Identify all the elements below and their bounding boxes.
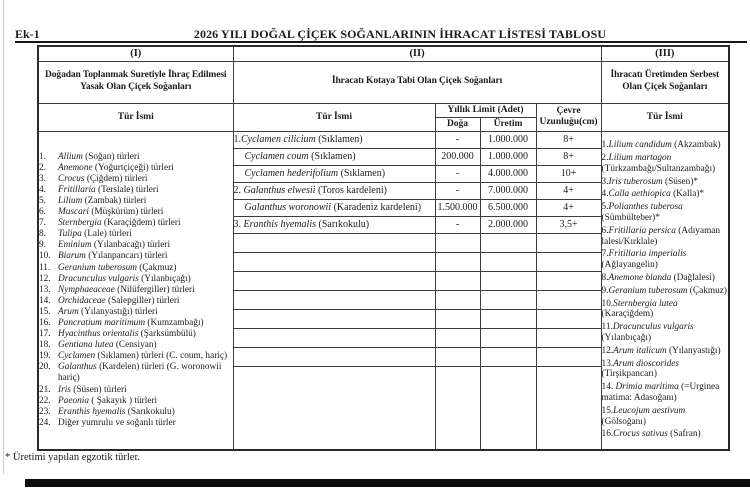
species-item: 21. Iris (Süsen) türleri bbox=[39, 384, 127, 395]
uretim-cell: 1.000.000 bbox=[480, 148, 536, 165]
species-item: 14. Orchidaceae (Salepgiller) türleri bbox=[39, 295, 180, 306]
subheader-row-1 bbox=[38, 103, 729, 117]
cevre-cell bbox=[536, 366, 601, 450]
col3-heading: İhracatı Üretimden Serbest Olan Çiçek Soğanları bbox=[601, 61, 729, 103]
doga-header: Doğa bbox=[435, 117, 480, 131]
quota-name-cell bbox=[233, 271, 435, 290]
doga-cell: - bbox=[435, 165, 480, 182]
species-item: 12.Arum italicum (Yılanyastığı) bbox=[601, 345, 721, 356]
species-item: 3. Eranthis hyemalis (Sarıkokulu) bbox=[233, 219, 370, 230]
free-species-list bbox=[601, 131, 729, 450]
cevre-cell bbox=[536, 309, 601, 328]
species-item: 13.Arum dioscorides (Tirşikpancarı) bbox=[601, 358, 680, 380]
species-item: 12. Dracunculus vulgaris (Yılanbıçağı) bbox=[39, 273, 191, 284]
banned-species-list bbox=[38, 131, 233, 450]
col3-numeral: (III) bbox=[601, 46, 729, 61]
species-item: Galanthus woronowii (Karadeniz kardeleni) bbox=[244, 202, 422, 213]
yillik-limit-header: Yıllık Limit (Adet) bbox=[435, 103, 536, 117]
cevre-cell: 4+ bbox=[536, 199, 601, 216]
quota-name-cell bbox=[233, 131, 435, 148]
doga-cell bbox=[435, 233, 480, 252]
species-item: 16.Crocus sativus (Safran) bbox=[601, 429, 701, 440]
doga-cell: 1.500.000 bbox=[435, 199, 480, 216]
quota-name-cell bbox=[233, 328, 435, 347]
species-item: 4.Calla aethiopica (Kalla)* bbox=[601, 189, 705, 200]
species-item: 1. Allium (Soğan) türleri bbox=[39, 151, 140, 162]
cevre-cell bbox=[536, 252, 601, 271]
footnote: * Üretimi yapılan egzotik türler. bbox=[5, 452, 141, 463]
cevre-cell bbox=[536, 233, 601, 252]
cevre-cell bbox=[536, 271, 601, 290]
species-item: 1.Lilium candidum (Akzambak) bbox=[601, 140, 721, 151]
table-header-rows bbox=[38, 46, 729, 131]
species-item: 2. Galanthus elwesii (Toros kardeleni) bbox=[233, 185, 387, 196]
species-item: 4. Fritillaria (Terslale) türleri bbox=[39, 184, 159, 195]
species-item: 6. Muscari (Müşkürüm) türleri bbox=[39, 207, 164, 218]
species-item: 3. Crocus (Çiğdem) türleri bbox=[39, 173, 148, 184]
uretim-cell: 2.000.000 bbox=[480, 216, 536, 233]
cevre-cell: 4+ bbox=[536, 182, 601, 199]
cevre-cell: 8+ bbox=[536, 131, 601, 148]
species-item: 10. Biarum (Yılanpancarı) türleri bbox=[39, 251, 168, 262]
quota-name-cell bbox=[233, 366, 435, 450]
species-item: 16. Pancratium maritimum (Kumzambağı) bbox=[39, 317, 204, 328]
export-list-table bbox=[37, 45, 730, 451]
quota-name-cell bbox=[233, 290, 435, 309]
doga-cell bbox=[435, 290, 480, 309]
doga-cell bbox=[435, 309, 480, 328]
species-item: 10.Sternbergia lutea (Karaçiğdem) bbox=[601, 298, 678, 320]
species-item: 17. Hyacinthus orientalis (Şarksümbülü) bbox=[39, 329, 196, 340]
uretim-cell bbox=[480, 309, 536, 328]
species-item: 11.Dracunculus vulgaris (Yılanbıçağı) bbox=[601, 322, 694, 344]
species-item: 23. Eranthis hyemalis (Sarıkokulu) bbox=[39, 406, 175, 417]
species-item: 9. Eminium (Yılanbacağı) türleri bbox=[39, 240, 171, 251]
uretim-cell: 4.000.000 bbox=[480, 165, 536, 182]
uretim-cell bbox=[480, 328, 536, 347]
quota-name-cell bbox=[233, 233, 435, 252]
species-item: 8.Anemone blanda (Dağlalesi) bbox=[601, 273, 715, 284]
species-item: 6.Fritillaria persica (Adıyaman lalesi/Kırklale) bbox=[601, 225, 721, 247]
species-item: 18. Gentiana lutea (Censiyan) bbox=[39, 340, 157, 351]
doga-cell bbox=[435, 271, 480, 290]
col2-heading: İhracatı Kotaya Tabi Olan Çiçek Soğanları bbox=[233, 61, 601, 103]
species-item: 7.Fritillaria imperialis (Ağlayangelin) bbox=[601, 249, 687, 271]
species-item: 24. Diğer yumrulu ve soğanlı türler bbox=[39, 417, 176, 428]
species-item: Cyclamen hederifolium (Sıklamen) bbox=[244, 168, 386, 179]
col1-heading: Doğadan Toplanmak Suretiyle İhraç Edilmesi Yasak Olan Çiçek Soğanları bbox=[38, 61, 233, 103]
quota-name-cell bbox=[233, 252, 435, 271]
species-item: 8. Tulipa (Lale) türleri bbox=[39, 229, 132, 240]
species-item: 9.Geranium tuberosum (Çakmuz) bbox=[601, 285, 727, 296]
species-item: 13. Nymphaeaceae (Nilüfergiller) türleri bbox=[39, 284, 195, 295]
quota-table-body bbox=[38, 131, 729, 450]
cevre-cell bbox=[536, 347, 601, 366]
doga-cell: - bbox=[435, 131, 480, 148]
species-item: 11. Geranium tuberosum (Çakmuz) bbox=[39, 262, 177, 273]
quota-name-cell bbox=[233, 165, 435, 182]
uretim-header: Üretim bbox=[480, 117, 536, 131]
doga-cell bbox=[435, 347, 480, 366]
quota-row bbox=[38, 131, 729, 148]
species-item: 3.Iris tuberosum (Süsen)* bbox=[601, 176, 699, 187]
quota-name-cell bbox=[233, 199, 435, 216]
uretim-cell: 6.500.000 bbox=[480, 199, 536, 216]
col1-tur-ismi-header: Tür İsmi bbox=[38, 103, 233, 131]
cevre-cell: 8+ bbox=[536, 148, 601, 165]
uretim-cell bbox=[480, 233, 536, 252]
species-item: 19. Cyclamen (Sıklamen) türleri (C. coum, hariç) bbox=[39, 351, 228, 362]
doga-cell: - bbox=[435, 182, 480, 199]
species-item: 7. Sternbergia (Karaçiğdem) türleri bbox=[39, 218, 181, 229]
cevre-uzunlugu-header: Çevre Uzunluğu(cm) bbox=[536, 103, 601, 131]
quota-name-cell bbox=[233, 347, 435, 366]
ek-label: Ek-1 bbox=[15, 27, 40, 41]
uretim-cell: 1.000.000 bbox=[480, 131, 536, 148]
col3-tur-ismi-header: Tür İsmi bbox=[601, 103, 729, 131]
uretim-cell bbox=[480, 252, 536, 271]
col2-tur-ismi-header: Tür İsmi bbox=[233, 103, 435, 131]
species-item: 14. Drimia maritima (=Urginea matima: Adasoğanı) bbox=[601, 382, 720, 404]
species-item: 1.Cyclamen cilicium (Sıklamen) bbox=[233, 134, 363, 145]
cevre-cell bbox=[536, 328, 601, 347]
uretim-cell bbox=[480, 271, 536, 290]
document-title: 2026 YILI DOĞAL ÇİÇEK SOĞANLARININ İHRACAT LİSTESİ TABLOSU bbox=[193, 27, 607, 41]
species-item: 2.Lilium martagon (Türkzambağı/Sultanzambağı) bbox=[601, 153, 716, 174]
doga-cell bbox=[435, 252, 480, 271]
heading-row bbox=[38, 61, 729, 103]
scan-edge-line bbox=[3, 0, 4, 474]
col2-numeral: (II) bbox=[233, 46, 601, 61]
uretim-cell bbox=[480, 347, 536, 366]
species-item: 15.Leucojum aestivum (Gölsoğanı) bbox=[601, 405, 686, 427]
cevre-cell: 10+ bbox=[536, 165, 601, 182]
uretim-cell: 7.000.000 bbox=[480, 182, 536, 199]
quota-name-cell bbox=[233, 309, 435, 328]
doga-cell: - bbox=[435, 216, 480, 233]
col1-numeral: (I) bbox=[38, 46, 233, 61]
species-item: Cyclamen coum (Sıklamen) bbox=[244, 151, 356, 162]
quota-name-cell bbox=[233, 148, 435, 165]
title-underline bbox=[15, 41, 747, 43]
quota-name-cell bbox=[233, 216, 435, 233]
doga-cell bbox=[435, 328, 480, 347]
species-item: 5.Polianthes tuberosa (Sümbülteber)* bbox=[601, 202, 683, 224]
uretim-cell bbox=[480, 290, 536, 309]
cevre-cell bbox=[536, 290, 601, 309]
numeral-row bbox=[38, 46, 729, 61]
species-item: 15. Arum (Yılanyastığı) türleri bbox=[39, 306, 158, 317]
species-item: 20. Galanthus (Kardelen) türleri (G. woronowii hariç) bbox=[39, 362, 222, 384]
uretim-cell bbox=[480, 366, 536, 450]
doga-cell: 200.000 bbox=[435, 148, 480, 165]
species-item: 5. Lilium (Zambak) türleri bbox=[39, 195, 147, 206]
doga-cell bbox=[435, 366, 480, 450]
species-item: 22. Paeonia ( Şakayık ) türleri bbox=[39, 395, 158, 406]
species-item: 2. Anemone (Yoğurtçiçeği) türleri bbox=[39, 162, 174, 173]
cevre-cell: 3,5+ bbox=[536, 216, 601, 233]
bottom-black-bar bbox=[25, 479, 750, 487]
quota-name-cell bbox=[233, 182, 435, 199]
